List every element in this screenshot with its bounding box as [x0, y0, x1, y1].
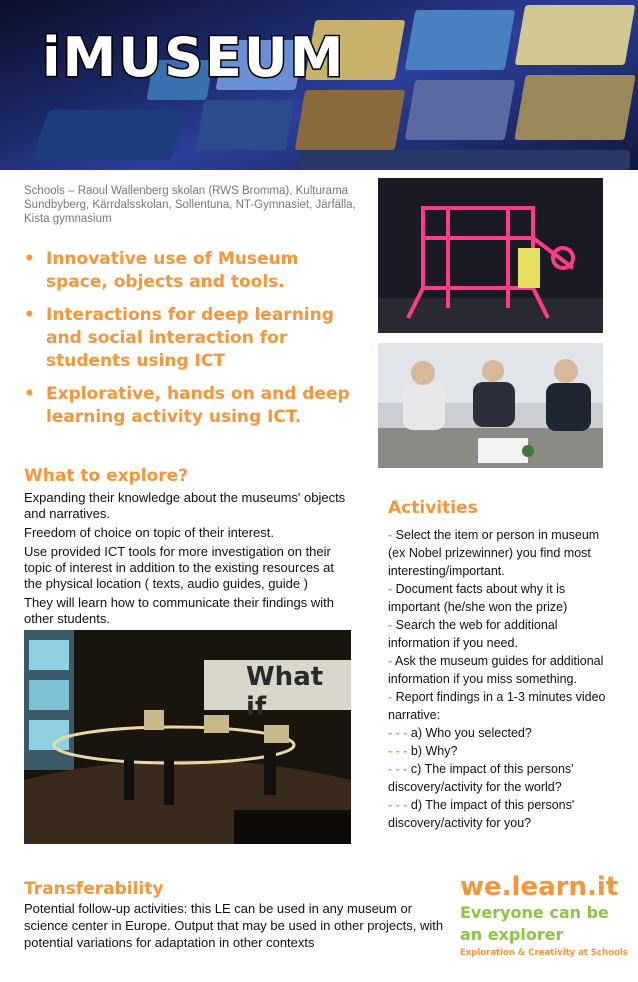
page-title: iMUSEUM [42, 26, 346, 89]
activities-heading: Activities [388, 498, 478, 518]
dash-marker: - - - [388, 798, 408, 812]
activity-text: Select the item or person in museum (ex Nobel prizewinner) you find most interesting/important. [388, 528, 600, 578]
list-item [388, 526, 620, 580]
list-item [388, 724, 620, 742]
loom-illustration [378, 178, 603, 333]
dash-marker: - [388, 618, 393, 632]
dash-marker: - - - [388, 744, 408, 758]
activity-text: Ask the museum guides for additional information if you miss something. [388, 654, 604, 686]
list-item [388, 652, 620, 688]
highlights-list [24, 248, 354, 439]
activity-text: Document facts about why it is important (he/she won the prize) [388, 582, 568, 614]
transferability-heading: Transferability [24, 879, 164, 899]
hero-banner [0, 0, 638, 170]
logo-subtagline: Exploration & Creativity at Schools [460, 948, 628, 958]
logo-tagline: Everyone can be an explorer [460, 903, 609, 944]
students-photo [378, 343, 603, 468]
museum-hall-photo [24, 630, 351, 844]
dash-marker: - [388, 582, 393, 596]
list-item: • Innovative use of Museum space, objects and tools. [24, 248, 354, 294]
students-illustration [378, 343, 603, 468]
explore-paragraph: Expanding their knowledge about the museums' objects and narratives. [24, 490, 346, 521]
list-item: • Interactions for deep learning and social interaction for students using ICT [24, 304, 354, 373]
loom-photo [378, 178, 603, 333]
dash-marker: - [388, 690, 393, 704]
activity-text: a) Who you selected? [410, 726, 532, 740]
list-item [388, 760, 620, 796]
list-item [388, 742, 620, 760]
welearnit-logo [460, 872, 630, 958]
dash-marker: - - - [388, 726, 408, 740]
explore-paragraph: Use provided ICT tools for more investigation on their topic of interest in addition to the existing resources at the physical location ( texts, audio guides, guide ) [24, 544, 335, 591]
activity-text: b) Why? [410, 744, 458, 758]
list-item [388, 796, 620, 832]
activity-text: d) The impact of this persons' discovery/activity for you? [388, 798, 575, 830]
dash-marker: - [388, 528, 393, 542]
list-item [388, 616, 620, 652]
activity-text: Search the web for additional information if you need. [388, 618, 558, 650]
list-item [388, 580, 620, 616]
activity-text: c) The impact of this persons' discovery/activity for the world? [388, 762, 574, 794]
transferability-text: Potential follow-up activities: this LE can be used in any museum or science center in Europe. Output that may be used in other projects, with potential variations for adaptation in other contexts [24, 901, 444, 950]
explore-body [24, 490, 354, 630]
activities-list [388, 526, 620, 832]
explore-paragraph: They will learn how to communicate their findings with other students. [24, 595, 334, 626]
list-item: • Explorative, hands on and deep learning activity using ICT. [24, 383, 354, 429]
activity-text: Report findings in a 1-3 minutes video narrative: [388, 690, 606, 722]
list-item [388, 688, 620, 724]
dash-marker: - - - [388, 762, 408, 776]
dash-marker: - [388, 654, 393, 668]
explore-heading: What to explore? [24, 466, 189, 486]
explore-paragraph: Freedom of choice on topic of their interest. [24, 525, 275, 540]
schools-list: Schools – Raoul Wallenberg skolan (RWS Bromma), Kulturama Sundbyberg, Kärrdalsskolan, Sollentuna, NT-Gymnasiet, Järfälla, Kista gymnasium [24, 185, 356, 225]
logo-name: we.learn.it [460, 872, 619, 902]
museum-sign: What if [246, 662, 324, 722]
